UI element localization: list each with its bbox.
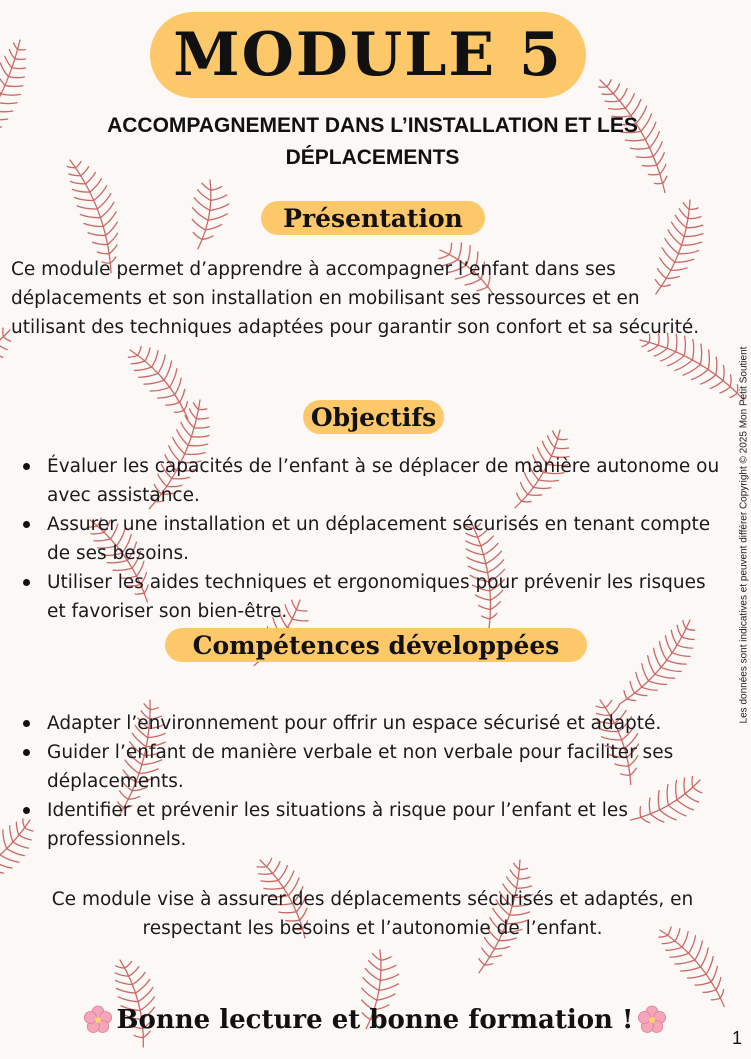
list-item: Adapter l’environnement pour offrir un espace sécurisé et adapté. <box>0 709 730 738</box>
presentation-heading: Présentation <box>283 203 463 233</box>
footer-message <box>75 1000 675 1040</box>
list-item: Assurer une installation et un déplacement sécurisés en tenant compte de ses besoins. <box>0 510 730 568</box>
objectifs-list <box>0 452 730 626</box>
list-item: Guider l’enfant de manière verbale et non verbale pour faciliter ses déplacements. <box>0 738 730 796</box>
section-heading-objectifs <box>303 400 444 434</box>
footer-text: Bonne lecture et bonne formation ! <box>116 1005 634 1035</box>
competences-list <box>0 709 730 854</box>
module-title: MODULE 5 <box>173 20 563 90</box>
copyright-text: Les données sont indicatives et peuvent différer Copyright © 2025 Mon Petit Soutient <box>738 346 750 724</box>
section-heading-presentation <box>261 201 485 235</box>
module-title-badge <box>150 12 586 98</box>
list-item: Identifier et prévenir les situations à risque pour l’enfant et les professionnels. <box>0 796 730 854</box>
competences-heading: Compétences développées <box>192 630 560 660</box>
cherry-blossom-icon <box>83 1005 113 1035</box>
list-item: Utiliser les aides techniques et ergonomiques pour prévenir les risques et favoriser son bien-être. <box>0 568 730 626</box>
section-heading-competences <box>165 628 587 662</box>
closing-text: Ce module vise à assurer des déplacements sécurisés et adaptés, en respectant les besoins et l’autonomie de l’enfant. <box>51 889 694 939</box>
cherry-blossom-icon <box>637 1005 667 1035</box>
page-number: 1 <box>731 1028 742 1048</box>
list-item: Évaluer les capacités de l’enfant à se déplacer de manière autonome ou avec assistance. <box>0 452 730 510</box>
presentation-text: Ce module permet d’apprendre à accompagner l’enfant dans ses déplacements et son installation en mobilisant ses ressources et en utilisant des techniques adaptées pour garantir son confort et sa sécurité. <box>11 259 700 338</box>
objectifs-heading: Objectifs <box>310 402 437 432</box>
copyright-sidenote <box>737 330 751 740</box>
module-subtitle: ACCOMPAGNEMENT DANS L’INSTALLATION ET LES DÉPLACEMENTS <box>107 114 638 169</box>
